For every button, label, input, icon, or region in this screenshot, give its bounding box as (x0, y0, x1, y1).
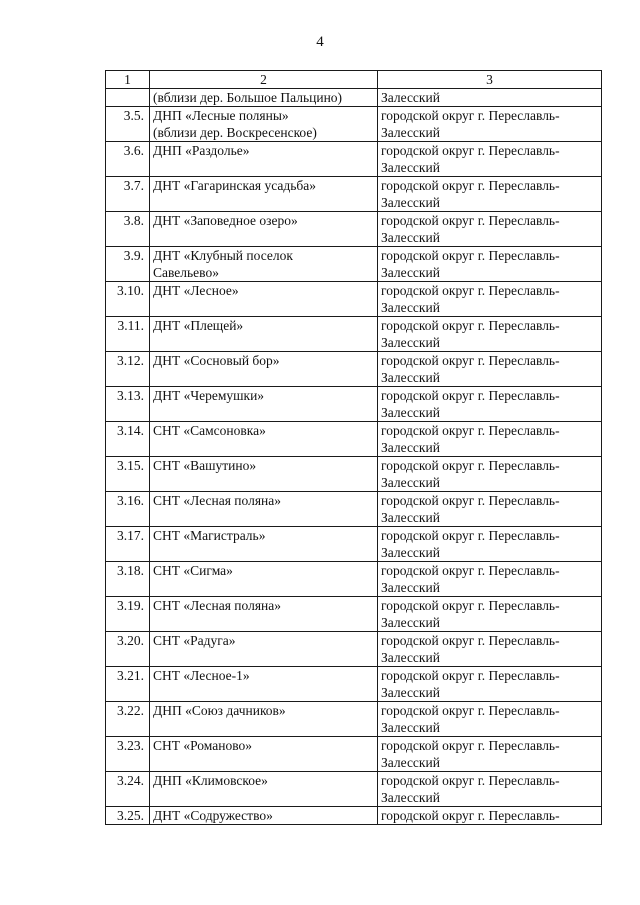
settlement-name-text: ДНП «Лесные поляны» (вблизи дер. Воскресенское) (153, 108, 317, 140)
settlement-name-cell (150, 632, 378, 667)
table-row (106, 282, 602, 317)
table-body (106, 89, 602, 825)
settlement-name-cell (150, 387, 378, 422)
settlement-name-cell (150, 317, 378, 352)
table-header-row (106, 71, 602, 89)
settlement-name-cell (150, 772, 378, 807)
location-text: городской округ г. Переславль- Залесский (381, 213, 560, 245)
settlement-name-cell (150, 807, 378, 825)
row-number-cell: 3.11. (106, 317, 150, 352)
table-row (106, 737, 602, 772)
settlement-name-cell (150, 422, 378, 457)
table-row (106, 632, 602, 667)
location-text: городской округ г. Переславль- Залесский (381, 423, 560, 455)
settlement-name-text: ДНП «Климовское» (153, 773, 268, 788)
location-text: городской округ г. Переславль- Залесский (381, 493, 560, 525)
location-cell (378, 562, 602, 597)
location-cell (378, 807, 602, 825)
location-text: городской округ г. Переславль- Залесский (381, 108, 560, 140)
location-cell (378, 282, 602, 317)
location-text: городской округ г. Переславль- Залесский (381, 528, 560, 560)
settlement-name-cell (150, 107, 378, 142)
table-row (106, 247, 602, 282)
settlement-name-cell (150, 492, 378, 527)
location-text: городской округ г. Переславль- Залесский (381, 773, 560, 805)
table-row (106, 807, 602, 825)
page-number: 4 (316, 34, 324, 50)
table-row (106, 387, 602, 422)
location-cell (378, 142, 602, 177)
settlement-name-cell (150, 457, 378, 492)
row-number-cell: 3.8. (106, 212, 150, 247)
settlement-name-cell (150, 667, 378, 702)
settlement-name-text: ДНП «Раздолье» (153, 143, 250, 158)
table-row (106, 492, 602, 527)
table-row (106, 702, 602, 737)
location-text: городской округ г. Переславль- Залесский (381, 563, 560, 595)
settlement-name-text: ДНТ «Содружество» (153, 808, 273, 823)
settlement-name-text: ДНТ «Черемушки» (153, 388, 265, 403)
row-number-cell: 3.20. (106, 632, 150, 667)
table-row (106, 212, 602, 247)
location-text: Залесский (381, 90, 440, 105)
table-row (106, 107, 602, 142)
settlement-name-cell (150, 282, 378, 317)
row-number-cell: 3.13. (106, 387, 150, 422)
location-text: городской округ г. Переславль- Залесский (381, 668, 560, 700)
column-header-2: 2 (150, 71, 378, 89)
location-text: городской округ г. Переславль- Залесский (381, 633, 560, 665)
location-text: городской округ г. Переславль- Залесский (381, 353, 560, 385)
settlement-name-cell (150, 142, 378, 177)
location-cell (378, 492, 602, 527)
settlement-name-text: ДНТ «Плещей» (153, 318, 244, 333)
settlement-name-text: ДНТ «Гагаринская усадьба» (153, 178, 316, 193)
settlement-name-cell (150, 177, 378, 212)
settlement-name-text: ДНТ «Заповедное озеро» (153, 213, 298, 228)
settlement-name-text: СНТ «Романово» (153, 738, 252, 753)
row-number-cell: 3.5. (106, 107, 150, 142)
settlement-name-text: ДНТ «Лесное» (153, 283, 239, 298)
settlement-name-text: СНТ «Самсоновка» (153, 423, 266, 438)
column-header-1: 1 (106, 71, 150, 89)
settlement-name-cell (150, 737, 378, 772)
table-row (106, 142, 602, 177)
location-cell (378, 317, 602, 352)
row-number-cell: 3.7. (106, 177, 150, 212)
settlement-name-cell (150, 597, 378, 632)
table-row (106, 422, 602, 457)
location-cell (378, 89, 602, 107)
settlement-name-cell (150, 247, 378, 282)
location-cell (378, 457, 602, 492)
table-row (106, 89, 602, 107)
settlement-name-text: (вблизи дер. Большое Пальцино) (153, 90, 343, 105)
location-cell (378, 212, 602, 247)
settlement-name-text: СНТ «Лесное-1» (153, 668, 250, 683)
row-number-cell: 3.23. (106, 737, 150, 772)
location-cell (378, 247, 602, 282)
settlement-name-text: ДНТ «Сосновый бор» (153, 353, 280, 368)
location-cell (378, 387, 602, 422)
location-text: городской округ г. Переславль- Залесский (381, 598, 560, 630)
table-row (106, 667, 602, 702)
row-number-cell: 3.9. (106, 247, 150, 282)
location-text: городской округ г. Переславль- Залесский (381, 318, 560, 350)
settlement-name-text: ДНП «Союз дачников» (153, 703, 286, 718)
settlement-name-text: СНТ «Лесная поляна» (153, 598, 282, 613)
location-cell (378, 352, 602, 387)
row-number-cell (106, 89, 150, 107)
settlements-table (105, 70, 602, 825)
row-number-cell: 3.6. (106, 142, 150, 177)
location-text: городской округ г. Переславль- Залесский (381, 458, 560, 490)
table-row (106, 527, 602, 562)
location-cell (378, 597, 602, 632)
location-cell (378, 422, 602, 457)
settlement-name-text: СНТ «Магистраль» (153, 528, 266, 543)
settlement-name-cell (150, 352, 378, 387)
settlement-name-text: СНТ «Сигма» (153, 563, 233, 578)
settlement-name-cell (150, 527, 378, 562)
row-number-cell: 3.17. (106, 527, 150, 562)
settlement-name-text: СНТ «Вашутино» (153, 458, 257, 473)
row-number-cell: 3.24. (106, 772, 150, 807)
table-row (106, 597, 602, 632)
row-number-cell: 3.19. (106, 597, 150, 632)
row-number-cell: 3.12. (106, 352, 150, 387)
location-cell (378, 177, 602, 212)
location-text: городской округ г. Переславль- Залесский (381, 703, 560, 735)
location-cell (378, 107, 602, 142)
location-cell (378, 527, 602, 562)
location-cell (378, 772, 602, 807)
row-number-cell: 3.21. (106, 667, 150, 702)
table-row (106, 352, 602, 387)
row-number-cell: 3.10. (106, 282, 150, 317)
settlement-name-text: СНТ «Радуга» (153, 633, 236, 648)
row-number-cell: 3.25. (106, 807, 150, 825)
table-row (106, 562, 602, 597)
location-text: городской округ г. Переславль- Залесский (381, 248, 560, 280)
column-header-3: 3 (378, 71, 602, 89)
row-number-cell: 3.16. (106, 492, 150, 527)
table-row (106, 317, 602, 352)
table-row (106, 457, 602, 492)
location-cell (378, 632, 602, 667)
location-text: городской округ г. Переславль- Залесский (381, 143, 560, 175)
row-number-cell: 3.18. (106, 562, 150, 597)
settlement-name-cell (150, 89, 378, 107)
table-row (106, 772, 602, 807)
location-text: городской округ г. Переславль- (381, 808, 560, 823)
settlement-name-cell (150, 702, 378, 737)
row-number-cell: 3.22. (106, 702, 150, 737)
settlement-name-cell (150, 212, 378, 247)
location-cell (378, 737, 602, 772)
location-text: городской округ г. Переславль- Залесский (381, 178, 560, 210)
settlement-name-text: СНТ «Лесная поляна» (153, 493, 282, 508)
row-number-cell: 3.15. (106, 457, 150, 492)
location-cell (378, 702, 602, 737)
table-row (106, 177, 602, 212)
location-text: городской округ г. Переславль- Залесский (381, 388, 560, 420)
location-text: городской округ г. Переславль- Залесский (381, 283, 560, 315)
row-number-cell: 3.14. (106, 422, 150, 457)
location-text: городской округ г. Переславль- Залесский (381, 738, 560, 770)
settlement-name-text: ДНТ «Клубный поселок Савельево» (153, 248, 293, 280)
location-cell (378, 667, 602, 702)
settlement-name-cell (150, 562, 378, 597)
